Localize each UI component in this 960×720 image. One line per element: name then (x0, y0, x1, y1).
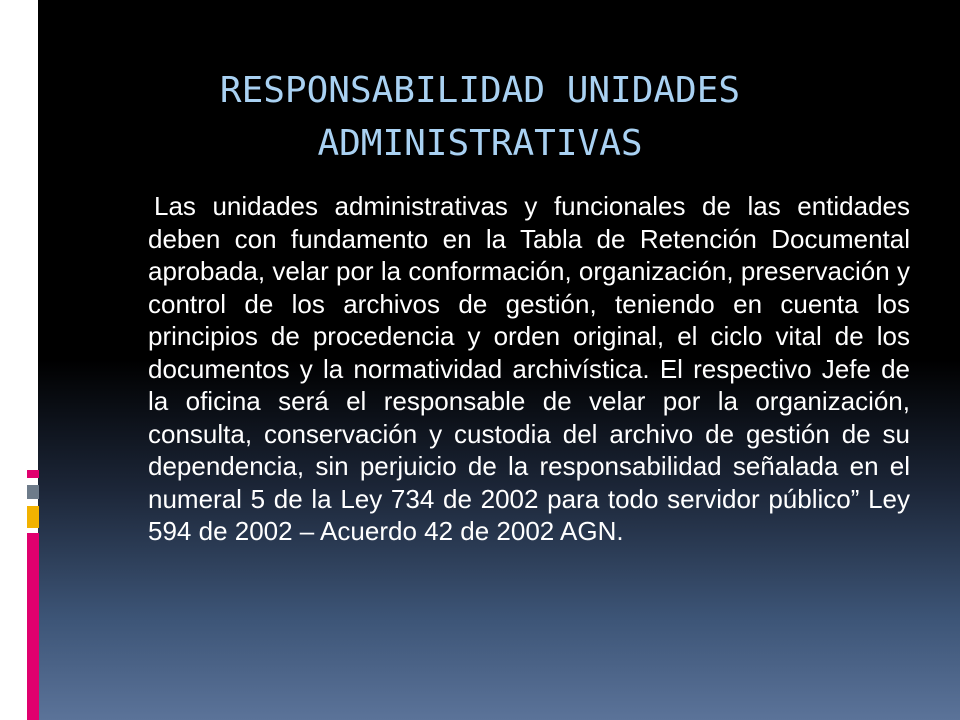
accent-bar-gray (27, 485, 39, 499)
accent-bar-yellow (27, 506, 39, 528)
accent-bar-pink-bottom (27, 533, 39, 720)
slide-title: RESPONSABILIDAD UNIDADES ADMINISTRATIVAS (219, 70, 741, 164)
slide-body-text: Las unidades administrativas y funcionales de las entidades deben con fundamento en la Tabla de Retención Documental aprobada, velar por la conformación, organización, preservación y control de los archivos de gestión, teniendo en cuenta los principios de procedencia y orden original, el ciclo vital de los documentos y la normatividad archivística. El respectivo Jefe de la oficina será el responsable de velar por la organización, consulta, conservación y custodia del archivo de gestión de su dependencia, sin perjuicio de la responsabilidad señalada en el numeral 5 de la Ley 734 de 2002 para todo servidor público” Ley 594 de 2002 – Acuerdo 42 de 2002 AGN. (148, 191, 910, 546)
accent-bar-pink-top (27, 470, 39, 478)
